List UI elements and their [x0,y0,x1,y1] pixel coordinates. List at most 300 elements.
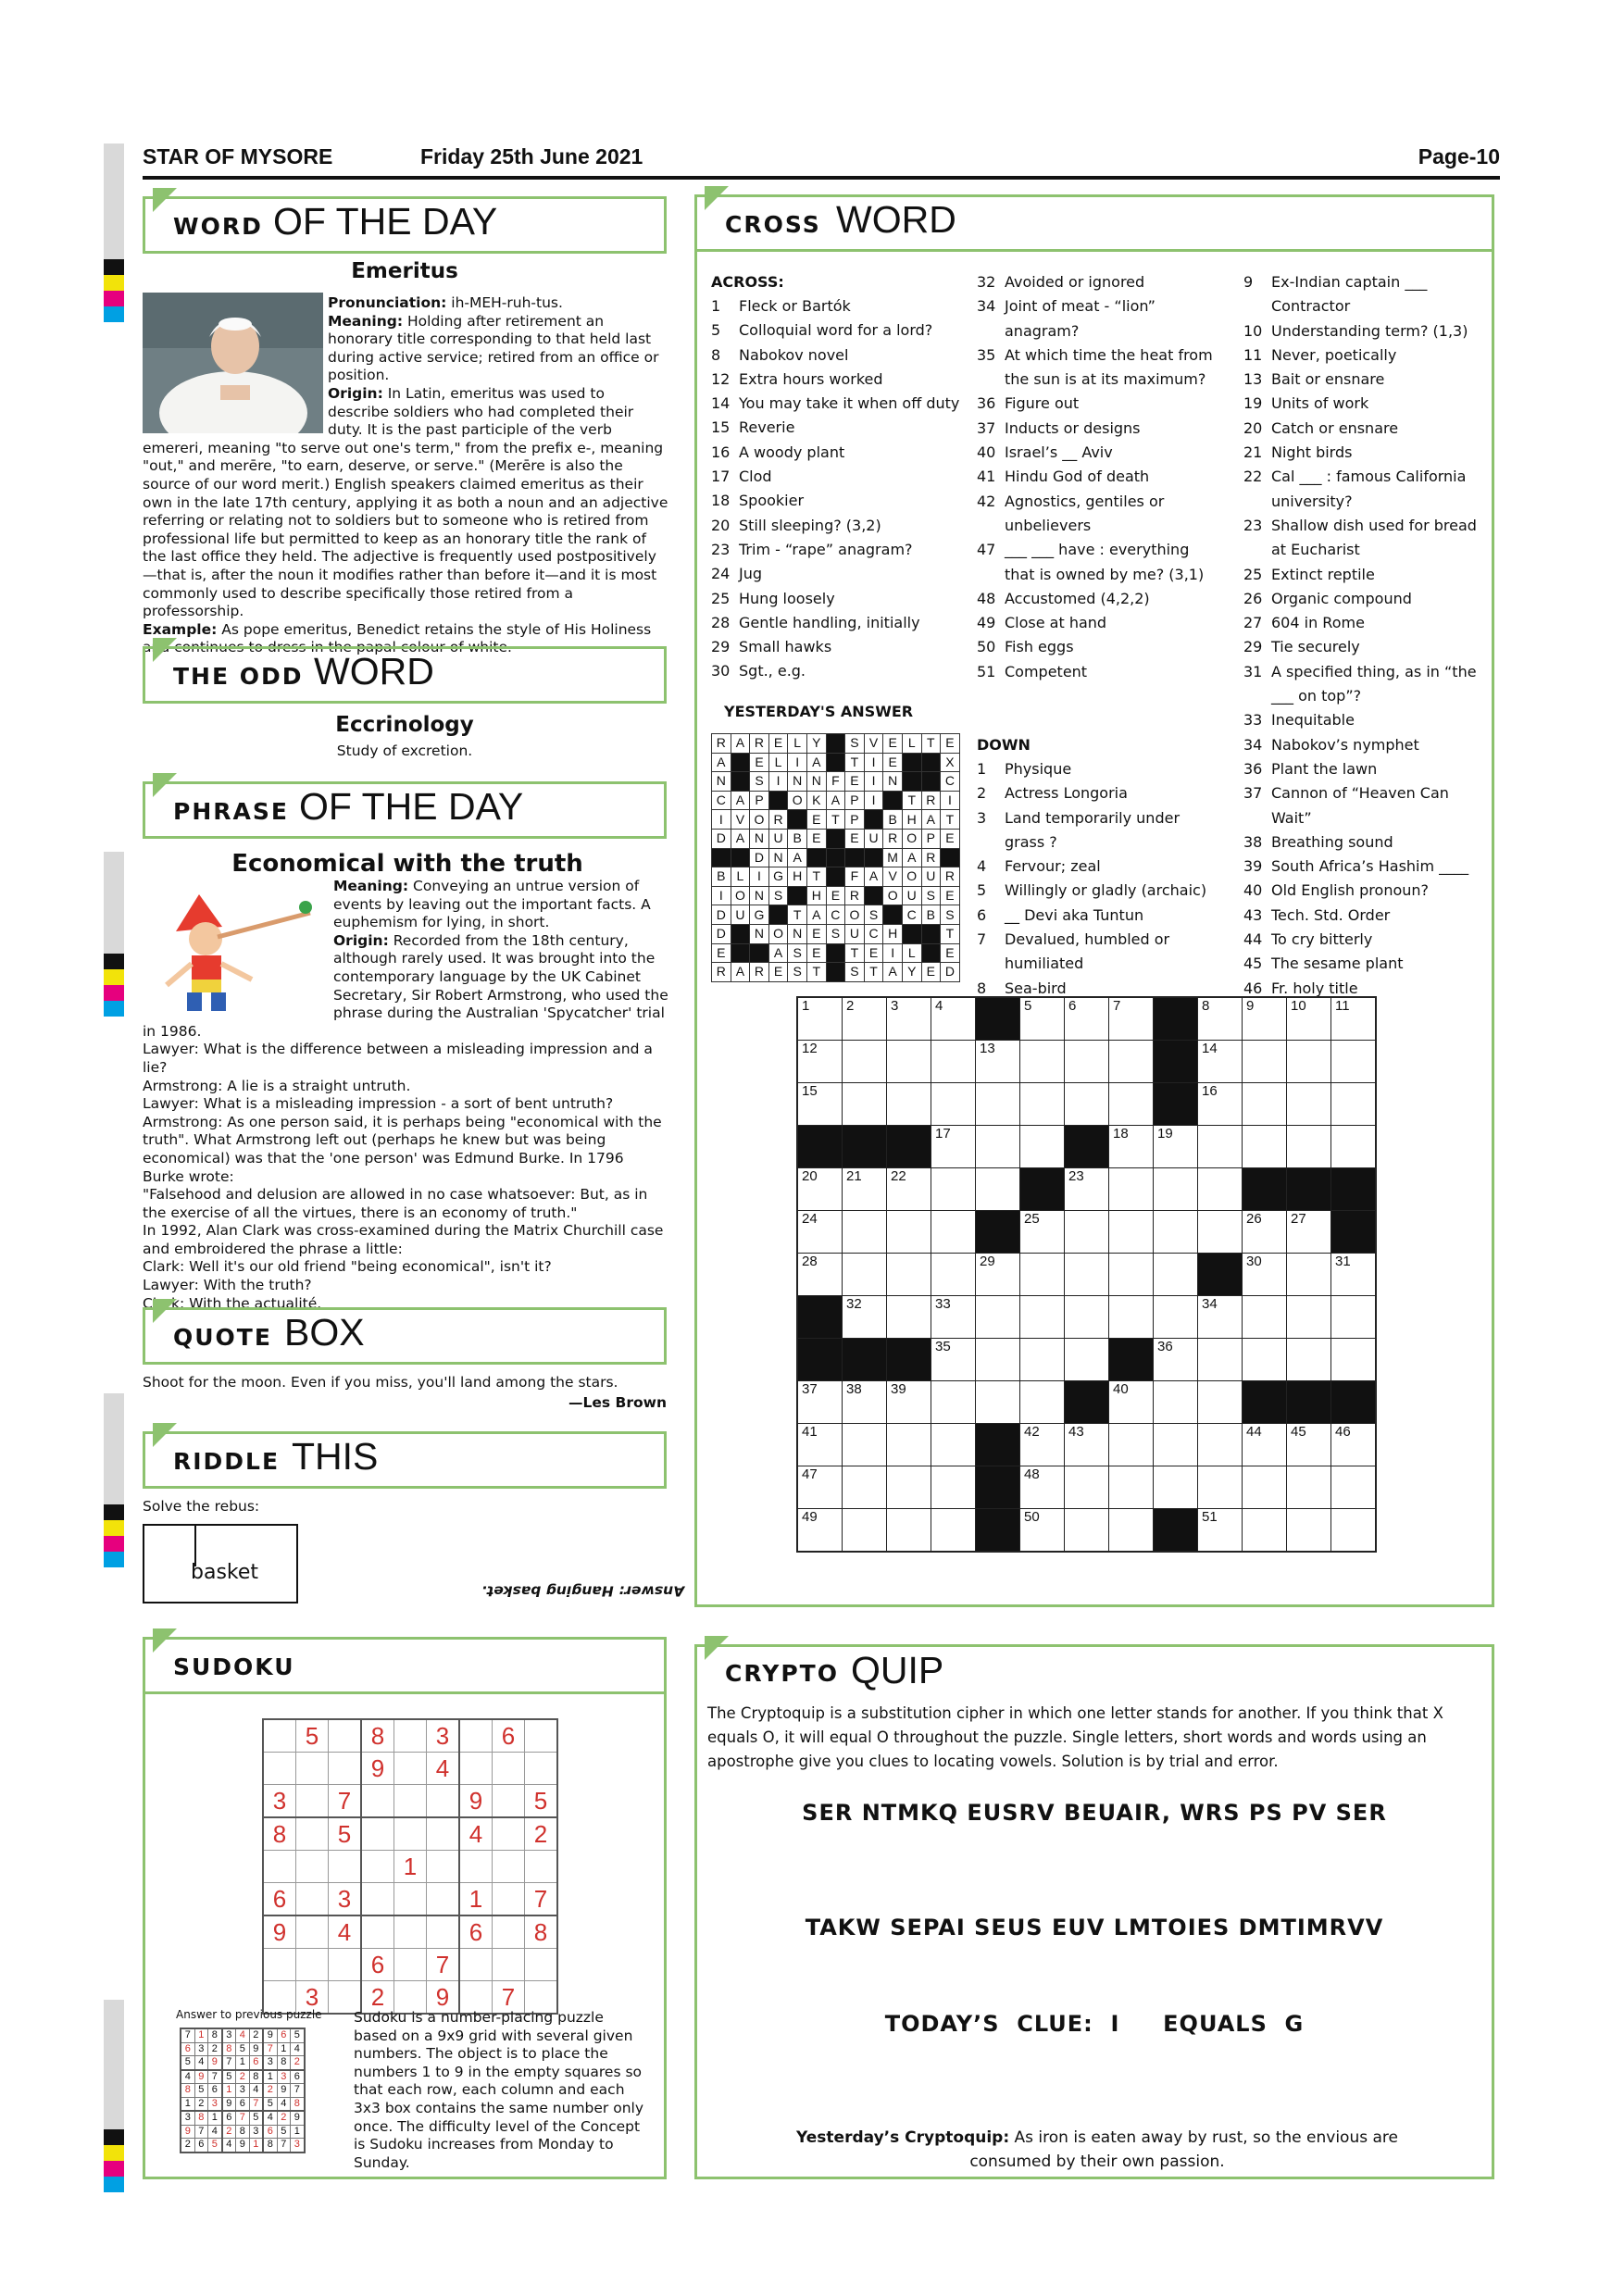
grid-cell[interactable] [1109,1424,1154,1466]
grid-cell[interactable] [931,1168,976,1211]
grid-cell[interactable] [1198,1466,1243,1509]
clue [977,441,1218,465]
color-strip [104,954,124,1017]
clue-text: Colloquial word for a lord? [739,321,933,340]
black-square [1020,1168,1065,1211]
sudoku-grid[interactable] [262,1718,558,2015]
answer-cell: I [864,753,883,772]
answer-cell: S [921,886,941,905]
grid-cell[interactable] [1020,1211,1065,1254]
grid-cell[interactable] [887,1466,931,1509]
sudoku-cell[interactable]: 5 [525,1785,558,1818]
sudoku-cell[interactable]: 6 [263,1883,296,1916]
sudoku-cell[interactable] [459,1851,493,1883]
grid-cell[interactable] [1287,997,1331,1041]
clue [1243,879,1493,903]
clue-number: 45 [1243,955,1263,973]
grid-cell[interactable] [843,1211,887,1254]
grid-cell[interactable] [1065,1466,1109,1509]
cell-number: 41 [802,1424,818,1440]
grid-cell[interactable] [931,1296,976,1339]
grid-cell[interactable] [1287,1339,1331,1381]
answer-cell: S [788,943,807,963]
clue-text: Agnostics, gentiles or [1005,492,1165,510]
sudoku-cell[interactable]: 1 [394,1851,427,1883]
sudoku-cell[interactable] [493,1785,525,1818]
grid-cell[interactable] [1154,1168,1198,1211]
grid-cell[interactable] [1287,1254,1331,1296]
grid-cell[interactable] [1331,997,1377,1041]
grid-cell[interactable] [931,1381,976,1424]
grid-cell[interactable] [843,1509,887,1553]
answer-cell: K [806,791,826,810]
grid-cell[interactable] [1065,1509,1109,1553]
grid-cell[interactable] [1331,1083,1377,1126]
clue [1243,417,1493,441]
black-square [883,905,903,925]
grid-cell[interactable] [797,1381,843,1424]
answer-cell: V [731,810,750,830]
grid-cell[interactable] [1020,1381,1065,1424]
answer-cell: A [806,753,826,772]
prev-answer-cell: 3 [249,2125,263,2139]
grid-cell[interactable] [976,1254,1020,1296]
grid-cell[interactable] [931,997,976,1041]
grid-cell[interactable] [1287,1424,1331,1466]
grid-cell[interactable] [1020,1254,1065,1296]
cell-number: 28 [802,1254,818,1269]
grid-cell[interactable] [1198,1083,1243,1126]
grid-cell[interactable] [843,1466,887,1509]
sudoku-cell[interactable]: 9 [427,1981,460,2015]
grid-cell[interactable] [1198,1424,1243,1466]
cell-number: 39 [891,1381,906,1397]
clue-number: 30 [711,662,731,680]
clue-text: anagram? [1005,321,1080,340]
grid-cell[interactable] [1065,1339,1109,1381]
grid-cell[interactable] [976,1168,1020,1211]
cell-number: 48 [1024,1466,1040,1482]
grid-cell[interactable] [1020,1126,1065,1168]
yesterday-solution: As iron is eaten away by rust, so the envious are consumed by their own passion. [969,2128,1398,2171]
clue-number [977,563,1005,587]
sudoku-cell[interactable] [329,1753,362,1785]
clue [977,928,1218,952]
grid-cell[interactable] [887,1083,931,1126]
grid-cell[interactable] [976,1126,1020,1168]
sudoku-cell[interactable] [296,1949,329,1981]
grid-cell[interactable] [1065,1168,1109,1211]
cell-number: 45 [1291,1424,1306,1440]
sudoku-cell[interactable]: 9 [459,1785,493,1818]
grid-cell[interactable] [1020,1424,1065,1466]
answer-cell: D [712,924,731,943]
grid-cell[interactable] [887,1254,931,1296]
cell-number: 13 [980,1041,995,1056]
grid-cell[interactable] [843,1083,887,1126]
grid-cell[interactable] [1243,1211,1287,1254]
grid-cell[interactable] [976,1339,1020,1381]
answer-cell: E [806,924,826,943]
sudoku-cell[interactable] [493,1949,525,1981]
sudoku-cell[interactable] [493,1915,525,1949]
sudoku-cell[interactable] [263,1719,296,1753]
grid-cell[interactable] [931,1041,976,1083]
grid-cell[interactable] [976,1083,1020,1126]
grid-cell[interactable] [843,1424,887,1466]
grid-cell[interactable] [1198,1211,1243,1254]
prev-answer-cell: 5 [208,2139,222,2152]
sudoku-cell[interactable] [394,1949,427,1981]
grid-cell[interactable] [1109,1126,1154,1168]
grid-cell[interactable] [843,1254,887,1296]
grid-cell[interactable] [1109,1083,1154,1126]
cell-number: 6 [1068,998,1077,1014]
sudoku-cell[interactable]: 3 [329,1883,362,1916]
riddle-answer: Answer: Hanging basket. [481,1582,685,1600]
grid-cell[interactable] [887,997,931,1041]
sudoku-cell[interactable] [329,1719,362,1753]
clue-text: Tech. Std. Order [1271,905,1391,924]
grid-cell[interactable] [797,1424,843,1466]
meaning: Conveying an untrue version of events by leaving out the important facts. A euphemism for lying, in short. [333,878,651,931]
sudoku-cell[interactable]: 9 [361,1753,394,1785]
grid-cell[interactable] [1154,1126,1198,1168]
grid-cell[interactable] [1154,1339,1198,1381]
answer-cell: G [750,905,769,925]
sudoku-cell[interactable]: 1 [459,1883,493,1916]
clue-text: Land temporarily under grass ? [1005,808,1181,851]
clue-text: Cannon of “Heaven Can Wait” [1271,784,1449,827]
grid-cell[interactable] [1287,1211,1331,1254]
grid-cell[interactable] [887,1041,931,1083]
grid-cell[interactable] [797,1083,843,1126]
page-header [143,139,1500,180]
grid-cell[interactable] [1331,1466,1377,1509]
prev-answer-cell: 6 [222,2111,236,2125]
sudoku-cell[interactable]: 8 [525,1915,558,1949]
grid-cell[interactable] [797,997,843,1041]
grid-cell[interactable] [887,1381,931,1424]
grid-cell[interactable] [1331,1339,1377,1381]
grid-cell[interactable] [976,1041,1020,1083]
sudoku-cell[interactable] [394,1719,427,1753]
grid-cell[interactable] [843,1296,887,1339]
grid-cell[interactable] [1154,1211,1198,1254]
sudoku-cell[interactable]: 9 [263,1915,296,1949]
grid-cell[interactable] [931,1424,976,1466]
sudoku-cell[interactable] [296,1817,329,1851]
grid-cell[interactable] [1331,1296,1377,1339]
answer-cell: I [864,772,883,792]
grid-cell[interactable] [931,1254,976,1296]
grid-cell[interactable] [931,1339,976,1381]
grid-cell[interactable] [1331,1424,1377,1466]
black-square [788,886,807,905]
sudoku-cell[interactable]: 3 [427,1719,460,1753]
answer-cell: I [712,810,731,830]
sudoku-cell[interactable]: 4 [427,1753,460,1785]
sudoku-cell[interactable] [459,1753,493,1785]
sudoku-cell[interactable]: 7 [525,1883,558,1916]
grid-cell[interactable] [1020,1296,1065,1339]
grid-cell[interactable] [1154,1296,1198,1339]
sudoku-cell[interactable]: 2 [361,1981,394,2015]
grid-cell[interactable] [887,1296,931,1339]
sudoku-cell[interactable]: 7 [329,1785,362,1818]
grid-cell[interactable] [1287,1509,1331,1553]
grid-cell[interactable] [1109,1254,1154,1296]
grid-cell[interactable] [887,1509,931,1553]
sudoku-cell[interactable] [329,1851,362,1883]
answer-cell: E [941,886,960,905]
sudoku-cell[interactable] [361,1915,394,1949]
grid-cell[interactable] [1109,1168,1154,1211]
clue [1243,928,1493,952]
grid-cell[interactable] [931,1126,976,1168]
sudoku-cell[interactable]: 6 [493,1719,525,1753]
sudoku-cell[interactable] [361,1817,394,1851]
grid-cell[interactable] [1020,1041,1065,1083]
grid-cell[interactable] [887,1211,931,1254]
grid-cell[interactable] [1331,1254,1377,1296]
sudoku-cell[interactable]: 6 [459,1915,493,1949]
sudoku-cell[interactable] [427,1817,460,1851]
grid-cell[interactable] [1065,997,1109,1041]
grid-cell[interactable] [1020,1466,1065,1509]
black-square [1154,1083,1198,1126]
grid-cell[interactable] [1109,1466,1154,1509]
sudoku-cell[interactable]: 6 [361,1949,394,1981]
grid-cell[interactable] [797,1211,843,1254]
grid-cell[interactable] [1243,1126,1287,1168]
prev-answer-cell: 4 [222,2139,236,2152]
sudoku-cell[interactable] [427,1915,460,1949]
sudoku-cell[interactable] [361,1785,394,1818]
sudoku-cell[interactable] [394,1753,427,1785]
grid-cell[interactable] [1198,1381,1243,1424]
grid-cell[interactable] [887,1424,931,1466]
grid-cell[interactable] [1243,1509,1287,1553]
sudoku-cell[interactable] [296,1753,329,1785]
grid-cell[interactable] [1287,1466,1331,1509]
sudoku-cell[interactable] [263,1851,296,1883]
sudoku-cell[interactable]: 7 [493,1981,525,2015]
sudoku-cell[interactable] [459,1719,493,1753]
clue [711,294,961,318]
grid-cell[interactable] [1154,1466,1198,1509]
grid-cell[interactable] [1198,1296,1243,1339]
sudoku-cell[interactable] [394,1817,427,1851]
sudoku-cell[interactable] [263,1753,296,1785]
sudoku-cell[interactable]: 5 [296,1719,329,1753]
sudoku-cell[interactable] [525,1719,558,1753]
answer-cell: E [768,963,788,982]
grid-cell[interactable] [1243,1466,1287,1509]
prev-answer-cell: 6 [249,2056,263,2070]
grid-cell[interactable] [1065,1254,1109,1296]
sudoku-cell[interactable] [525,1949,558,1981]
grid-cell[interactable] [1109,997,1154,1041]
grid-cell[interactable] [1109,1381,1154,1424]
grid-cell[interactable] [1198,1339,1243,1381]
grid-cell[interactable] [1198,997,1243,1041]
crossword-grid[interactable] [796,996,1377,1553]
sudoku-cell[interactable] [361,1883,394,1916]
grid-cell[interactable] [1065,1424,1109,1466]
grid-cell[interactable] [1287,1083,1331,1126]
sudoku-cell[interactable] [296,1785,329,1818]
sudoku-cell[interactable] [394,1785,427,1818]
grid-cell[interactable] [1243,1424,1287,1466]
dialogue-line: Clark: Well it's our old friend "being economical", isn't it? [143,1258,552,1276]
sudoku-cell[interactable]: 8 [263,1817,296,1851]
grid-cell[interactable] [843,1041,887,1083]
grid-cell[interactable] [1109,1296,1154,1339]
answer-cell: A [788,848,807,867]
grid-cell[interactable] [1020,1509,1065,1553]
grid-cell[interactable] [1331,1126,1377,1168]
grid-cell[interactable] [843,1168,887,1211]
prev-answer-cell: 9 [222,2097,236,2111]
clue-text: Hindu God of death [1005,468,1150,486]
answer-cell: D [712,829,731,848]
grid-cell[interactable] [1154,1381,1198,1424]
grid-cell[interactable] [797,1254,843,1296]
grid-cell[interactable] [797,1041,843,1083]
grid-cell[interactable] [1331,1509,1377,1553]
grid-cell[interactable] [1287,1126,1331,1168]
black-square [976,1466,1020,1509]
grid-cell[interactable] [1020,1339,1065,1381]
grid-cell[interactable] [1198,1509,1243,1553]
answer-cell: X [941,753,960,772]
clue-text: Israel’s __ Aviv [1005,443,1113,462]
grid-cell[interactable] [797,1509,843,1553]
prev-answer-cell: 1 [222,2084,236,2098]
grid-cell[interactable] [1243,997,1287,1041]
prev-answer-cell: 6 [236,2097,250,2111]
grid-cell[interactable] [887,1168,931,1211]
grid-cell[interactable] [1243,1296,1287,1339]
grid-cell[interactable] [1198,1126,1243,1168]
sudoku-cell[interactable] [427,1851,460,1883]
sudoku-cell[interactable]: 4 [459,1817,493,1851]
sudoku-cell[interactable] [525,1851,558,1883]
answer-cell: N [768,848,788,867]
grid-cell[interactable] [1065,1211,1109,1254]
grid-cell[interactable] [843,1381,887,1424]
title-big: WORD [314,650,434,693]
grid-cell[interactable] [1154,1254,1198,1296]
black-square [1198,1254,1243,1296]
clue-number: 8 [977,979,987,997]
grid-cell[interactable] [1065,1041,1109,1083]
clue-text: Old English pronoun? [1271,881,1430,900]
clue [711,611,961,635]
answer-cell: S [750,772,769,792]
sudoku-cell[interactable] [525,1753,558,1785]
grid-cell[interactable] [1198,1041,1243,1083]
sudoku-cell[interactable] [361,1851,394,1883]
sudoku-cell[interactable] [394,1915,427,1949]
grid-cell[interactable] [1109,1041,1154,1083]
sudoku-cell[interactable] [493,1817,525,1851]
color-strip [104,259,124,322]
grid-cell[interactable] [1109,1509,1154,1553]
clue-text: Bait or ensnare [1271,370,1385,389]
sudoku-cell[interactable] [427,1883,460,1916]
answer-cell: T [826,810,845,830]
sudoku-cell[interactable]: 3 [263,1785,296,1818]
sudoku-cell[interactable]: 2 [525,1817,558,1851]
grid-cell[interactable] [931,1083,976,1126]
sudoku-cell[interactable]: 4 [329,1915,362,1949]
grid-cell[interactable] [931,1509,976,1553]
clue [977,635,1218,659]
sudoku-cell[interactable] [493,1883,525,1916]
sudoku-cell[interactable] [459,1949,493,1981]
sudoku-cell[interactable] [296,1851,329,1883]
sudoku-cell[interactable]: 5 [329,1817,362,1851]
sudoku-cell[interactable] [296,1915,329,1949]
color-strip [104,144,124,259]
sudoku-cell[interactable] [296,1883,329,1916]
title-big: OF THE DAY [273,200,498,243]
grid-cell[interactable] [931,1466,976,1509]
sudoku-cell[interactable] [329,1949,362,1981]
grid-cell[interactable] [1243,1083,1287,1126]
sudoku-cell[interactable]: 7 [427,1949,460,1981]
grid-cell[interactable] [843,997,887,1041]
grid-cell[interactable] [976,1381,1020,1424]
sudoku-cell[interactable] [263,1949,296,1981]
grid-cell[interactable] [797,1168,843,1211]
grid-cell[interactable] [1109,1211,1154,1254]
grid-cell[interactable] [1243,1254,1287,1296]
answer-cell: R [921,791,941,810]
grid-cell[interactable] [1020,1083,1065,1126]
grid-cell[interactable] [797,1466,843,1509]
grid-cell[interactable] [1020,997,1065,1041]
sudoku-cell[interactable]: 8 [361,1719,394,1753]
prev-answer-cell: 1 [263,2070,277,2084]
grid-cell[interactable] [1243,1041,1287,1083]
sudoku-cell[interactable] [493,1753,525,1785]
clue [977,368,1218,392]
grid-cell[interactable] [931,1211,976,1254]
grid-cell[interactable] [976,1296,1020,1339]
grid-cell[interactable] [1243,1339,1287,1381]
cell-number: 50 [1024,1509,1040,1525]
sudoku-cell[interactable] [394,1883,427,1916]
odd-word-def: Study of excretion. [336,742,473,759]
sudoku-cell[interactable] [493,1851,525,1883]
grid-cell[interactable] [1287,1041,1331,1083]
sudoku-cell[interactable]: 3 [296,1981,329,2015]
grid-cell[interactable] [1331,1041,1377,1083]
grid-cell[interactable] [1065,1296,1109,1339]
grid-cell[interactable] [1154,1424,1198,1466]
prev-answer-cell: 4 [291,2042,305,2056]
prev-answer-cell: 7 [291,2084,305,2098]
black-square [864,848,883,867]
clue-text: 604 in Rome [1271,614,1365,632]
grid-cell[interactable] [1287,1296,1331,1339]
sudoku-cell[interactable] [427,1785,460,1818]
grid-cell[interactable] [1065,1083,1109,1126]
grid-cell[interactable] [1198,1168,1243,1211]
